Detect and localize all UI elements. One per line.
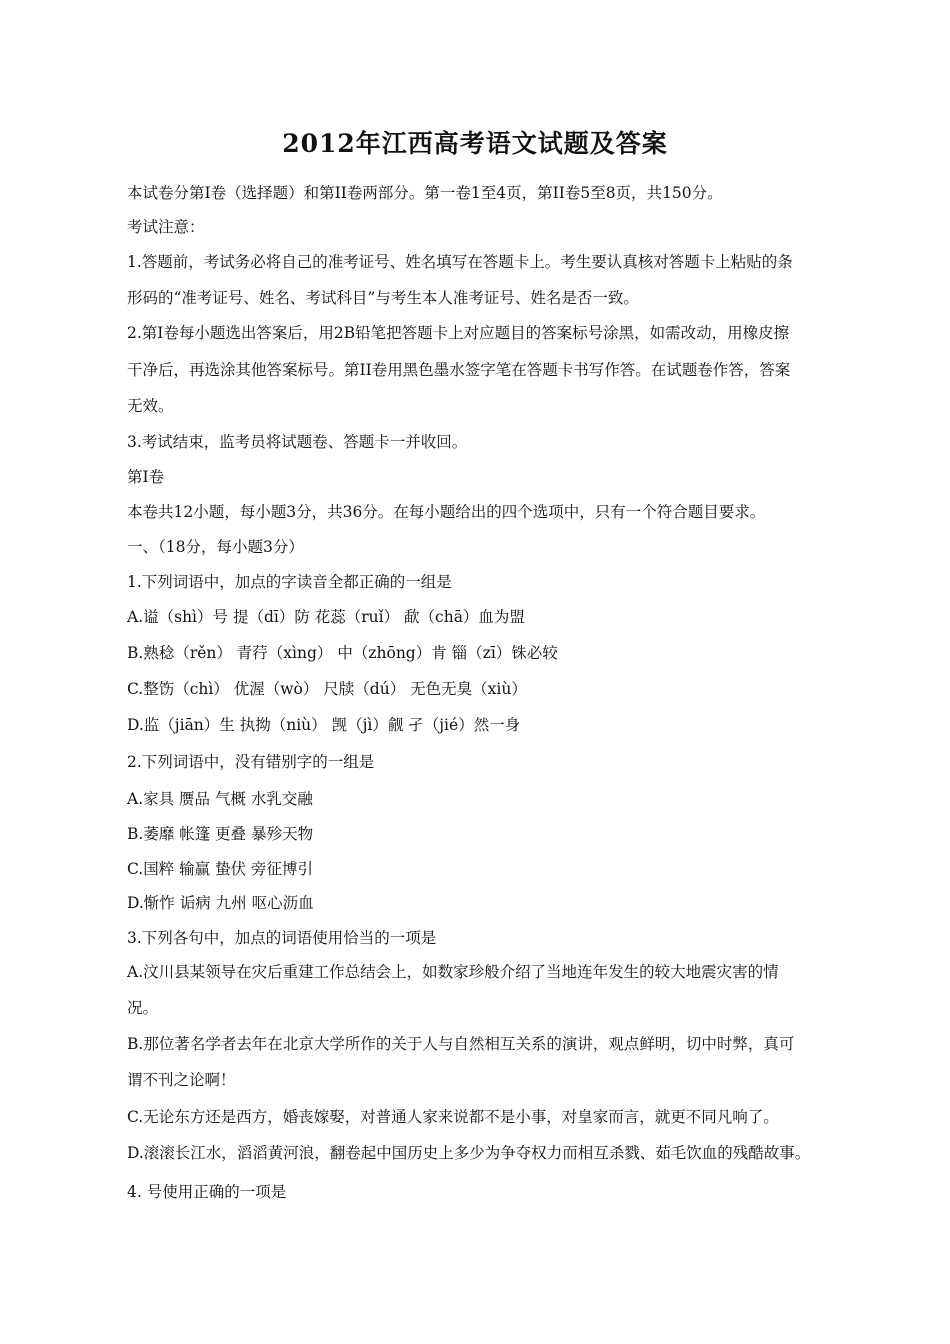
question-2: 2.下列词语中，没有错别字的一组是 bbox=[127, 753, 375, 771]
notice-2-line-3: 无效。 bbox=[127, 397, 174, 415]
volume-1-description: 本卷共12小题，每小题3分，共36分。在每小题给出的四个选项中，只有一个符合题目要求。 bbox=[127, 503, 766, 521]
notice-1-line-2: 形码的“准考证号、姓名、考试科目”与考生本人准考证号、姓名是否一致。 bbox=[127, 289, 639, 307]
question-2-option-c: C.国粹 输赢 蛰伏 旁征博引 bbox=[127, 860, 314, 878]
document-title: 2012年江西高考语文试题及答案 bbox=[282, 129, 668, 158]
question-1-option-d: D.监（jiān）生 执拗（niù） 觊（jì）觎 孑（jié）然一身 bbox=[127, 716, 521, 734]
question-3-option-b-line-1: B.那位著名学者去年在北京大学所作的关于人与自然相互关系的演讲，观点鲜明，切中时弊，真可 bbox=[127, 1035, 795, 1053]
question-3: 3.下列各句中，加点的词语使用恰当的一项是 bbox=[127, 929, 437, 947]
question-3-option-b-line-2: 谓不刊之论啊！ bbox=[127, 1071, 236, 1089]
question-3-option-d: D.滚滚长江水，滔滔黄河浪，翻卷起中国历史上多少为争夺权力而相互杀戮、茹毛饮血的残酷故事。 bbox=[127, 1144, 811, 1162]
intro-text: 本试卷分第I卷（选择题）和第II卷两部分。第一卷1至4页，第II卷5至8页，共150分。 bbox=[127, 184, 723, 202]
volume-1-heading: 第I卷 bbox=[127, 468, 165, 486]
question-1-option-a: A.谥（shì）号 提（dī）防 花蕊（ruǐ） 歃（chā）血为盟 bbox=[127, 608, 525, 626]
notice-1-line-1: 1.答题前，考试务必将自己的准考证号、姓名填写在答题卡上。考生要认真核对答题卡上粘贴的条 bbox=[127, 253, 793, 271]
notice-2-line-1: 2.第I卷每小题选出答案后，用2B铅笔把答题卡上对应题目的答案标号涂黑，如需改动，用橡皮擦 bbox=[127, 324, 790, 342]
question-3-option-c: C.无论东方还是西方，婚丧嫁娶，对普通人家来说都不是小事，对皇家而言，就更不同凡响了。 bbox=[127, 1108, 779, 1126]
question-2-option-a: A.家具 赝品 气概 水乳交融 bbox=[127, 790, 313, 808]
question-3-option-a-line-2: 况。 bbox=[127, 999, 159, 1017]
section-1-heading: 一、（18分，每小题3分） bbox=[127, 538, 304, 556]
notice-heading: 考试注意： bbox=[127, 218, 205, 236]
notice-2-line-2: 干净后，再选涂其他答案标号。第II卷用黑色墨水签字笔在答题卡书写作答。在试题卷作答，答案 bbox=[127, 361, 791, 379]
question-2-option-d: D.惭怍 诟病 九州 呕心沥血 bbox=[127, 894, 314, 912]
question-1: 1.下列词语中，加点的字读音全都正确的一组是 bbox=[127, 573, 452, 591]
question-1-option-b: B.熟稔（rěn） 青荇（xìng） 中（zhōng）肯 锱（zī）铢必较 bbox=[127, 644, 558, 662]
notice-3: 3.考试结束，监考员将试题卷、答题卡一并收回。 bbox=[127, 433, 468, 451]
question-4: 4. 号使用正确的一项是 bbox=[127, 1183, 287, 1201]
question-2-option-b: B.萎靡 帐篷 更叠 暴殄天物 bbox=[127, 825, 314, 843]
question-1-option-c: C.整饬（chì） 优渥（wò） 尺牍（dú） 无色无臭（xiù） bbox=[127, 680, 527, 698]
question-3-option-a-line-1: A.汶川县某领导在灾后重建工作总结会上，如数家珍般介绍了当地连年发生的较大地震灾害的情 bbox=[127, 963, 779, 981]
